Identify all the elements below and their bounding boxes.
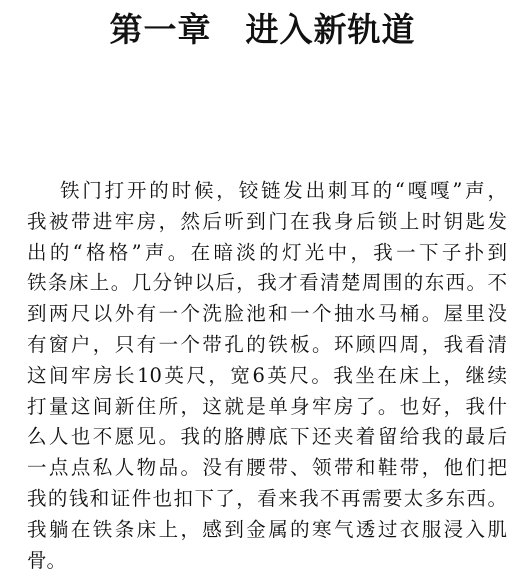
- text-line: 出的“格格”声。在暗淡的灯光中，我一下子扑到: [27, 240, 507, 264]
- text-line: 这间牢房长10英尺，宽6英尺。我坐在床上，继续: [27, 363, 507, 387]
- text-line: 么人也不愿见。我的胳膊底下还夹着留给我的最后: [27, 425, 507, 449]
- text-line: 一点点私人物品。没有腰带、领带和鞋带，他们把: [27, 456, 507, 480]
- chapter-title: 第一章 进入新轨道: [109, 10, 416, 49]
- text-line: 到两尺以外有一个洗脸池和一个抽水马桶。屋里没: [27, 302, 507, 326]
- text-line: 铁门打开的时候，铰链发出刺耳的“嘎嘎”声，: [60, 179, 507, 202]
- text-line: 我的钱和证件也扣下了，看来我不再需要太多东西。: [27, 486, 507, 510]
- text-line: 铁条床上。几分钟以后，我才看清楚周围的东西。不: [27, 271, 507, 295]
- text-line: 有窗户，只有一个带孔的铁板。环顾四周，我看清: [27, 332, 507, 356]
- text-line: 打量这间新住所，这就是单身牢房了。也好，我什: [27, 394, 507, 418]
- text-line: 骨。: [27, 548, 67, 572]
- body-paragraph: [27, 176, 507, 576]
- text-line: 我躺在铁条床上，感到金属的寒气透过衣服浸入肌: [27, 517, 507, 541]
- text-line: 我被带进牢房，然后听到门在我身后锁上时钥匙发: [27, 209, 507, 233]
